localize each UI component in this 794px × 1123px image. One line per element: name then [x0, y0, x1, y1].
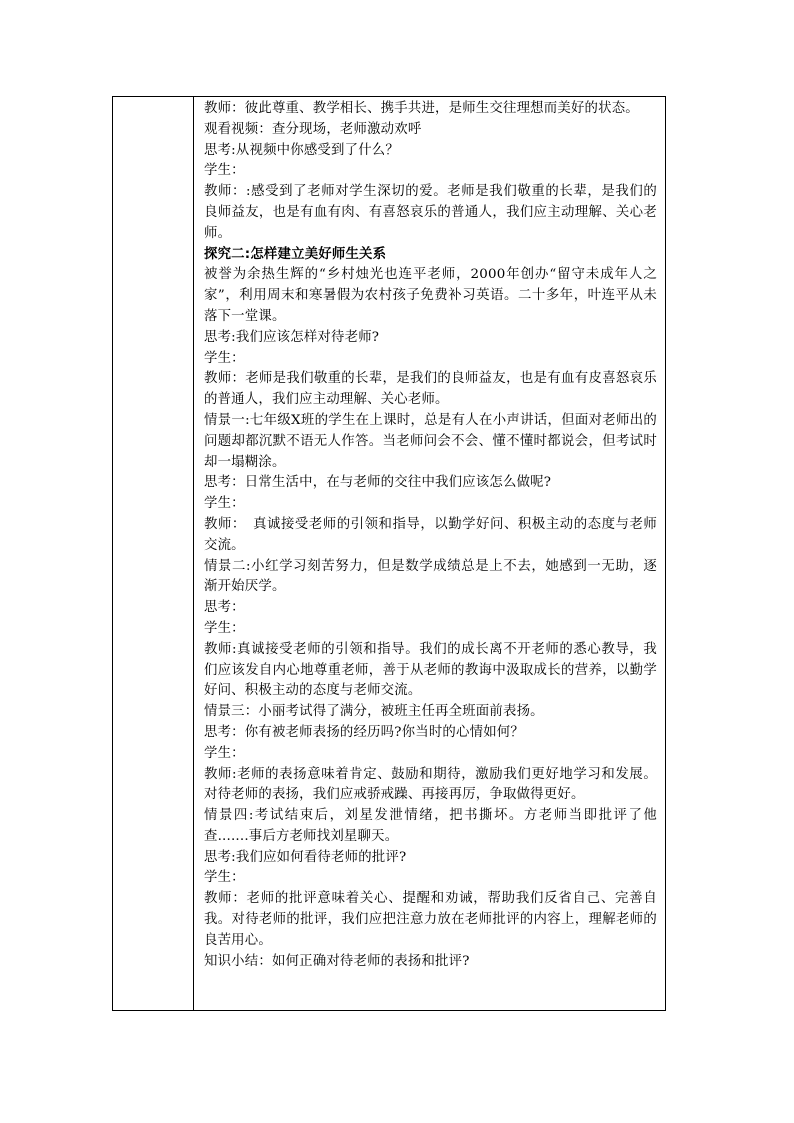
student-line: 学生：: [204, 745, 245, 761]
lesson-table: [112, 96, 666, 1011]
think-line: 思考：: [204, 600, 245, 616]
scenario-line: 情景四:考试结束后，刘星发泄情绪，把书撕坏。方老师当即批评了他查.......事后方老师找刘星聊天。: [204, 808, 657, 844]
left-column: [113, 97, 194, 1010]
student-line: 学生：: [204, 870, 245, 886]
scenario-line: 情景二:小红学习刻苦努力，但是数学成绩总是上不去，她感到一无助，逐渐开始厌学。: [204, 558, 657, 595]
teacher-line: 教师：:感受到了老师对学生深切的爱。老师是我们敬重的长辈，是我们的良师益友，也是有血有肉、有喜怒哀乐的普通人，我们应主动理解、关心老师。: [204, 184, 657, 241]
video-line: 观看视频：查分现场，老师激动欢呼: [204, 121, 422, 137]
think-line: 思考:我们应如何看待老师的批评?: [204, 849, 407, 865]
think-line: 思考:从视频中你感受到了什么？: [204, 142, 399, 158]
teacher-line: 教师：彼此尊重、教学相长、携手共进，是师生交往理想而美好的状态。: [204, 101, 639, 116]
think-line: 思考：你有被老师表扬的经历吗?你当时的心情如何？: [204, 724, 524, 740]
student-line: 学生：: [204, 620, 245, 636]
scenario-line: 情景三：小丽考试得了满分，被班主任再全班面前表扬。: [204, 704, 544, 720]
teacher-line: 教师：老师是我们敬重的长辈，是我们的良师益友，也是有血有皮喜怒哀乐的普通人，我们应主动理解、关心老师。: [204, 371, 657, 408]
teacher-line: 教师：老师的批评意味着关心、提醒和劝诫，帮助我们反省自己、完善自我。对待老师的批评，我们应把注意力放在老师批评的内容上，理解老师的良苦用心。: [204, 891, 657, 948]
think-line: 思考:我们应该怎样对待老师?: [204, 329, 380, 345]
section-heading: 探究二:怎样建立美好师生关系: [204, 246, 387, 262]
student-line: 学生：: [204, 350, 245, 366]
student-line: 学生：: [204, 163, 245, 179]
think-line: 思考：日常生活中，在与老师的交往中我们应该怎么做呢?: [204, 475, 552, 491]
scenario-line: 情景一:七年级X班的学生在上课时，总是有人在小声讲话，但面对老师出的问题却都沉默不语无人作答。当老师问会不会、懂不懂时都说会，但考试时却一塌糊涂。: [204, 412, 657, 470]
right-column: [194, 97, 665, 1010]
teacher-line: 教师:老师的表扬意味着肯定、鼓励和期待，激励我们更好地学习和发展。对待老师的表扬，我们应戒骄戒躁、再接再厉，争取做得更好。: [204, 766, 657, 803]
student-line: 学生：: [204, 496, 245, 512]
teacher-line: 教师： 真诚接受老师的引领和指导，以勤学好问、积极主动的态度与老师交流。: [204, 516, 657, 553]
story-line: 被誉为余热生辉的“乡村烛光也连平老师，2000年创办“留守未成年人之家”，利用周末和寒暑假为农村孩子免费补习英语。二十多年，叶连平从未落下一堂课。: [204, 267, 657, 324]
summary-line: 知识小结：如何正确对待老师的表扬和批评?: [204, 953, 470, 969]
teacher-line: 教师:真诚接受老师的引领和指导。我们的成长离不开老师的悉心教导，我们应该发自内心地尊重老师，善于从老师的教诲中汲取成长的营养，以勤学好问、积极主动的态度与老师交流。: [204, 641, 657, 699]
